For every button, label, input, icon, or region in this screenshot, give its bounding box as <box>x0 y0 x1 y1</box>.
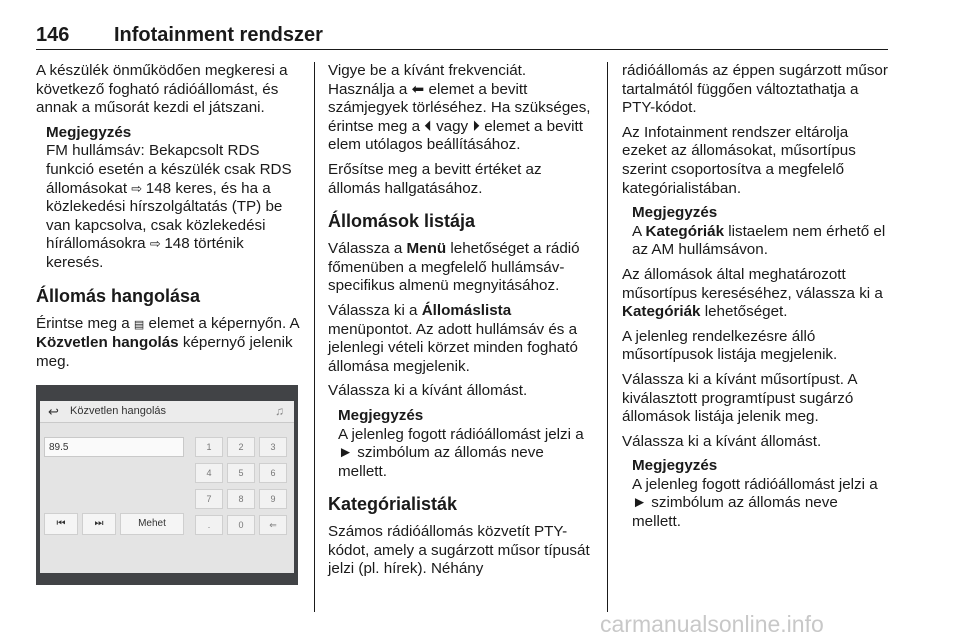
note <box>622 457 890 531</box>
screen-title-bar <box>40 401 294 423</box>
section-heading: Kategórialisták <box>328 494 458 515</box>
back-icon[interactable]: ↩ <box>48 404 59 419</box>
paragraph: Válassza ki a kívánt állomást. <box>328 382 528 400</box>
column-divider <box>314 62 315 612</box>
paragraph: Érintse meg a ▤ elemet a képernyőn. A Közvetlen hangolás képernyő jelenik meg. <box>36 314 299 370</box>
paragraph: A készülék önműködően megkeresi a következő fogható rádióállomást, és annak a műsorát kezdi el játszani. <box>36 62 288 117</box>
keypad-key[interactable]: 7 <box>195 489 223 509</box>
column-2 <box>328 62 596 585</box>
keypad-key[interactable]: 6 <box>259 463 287 483</box>
paragraph: Az állomások által meghatározott műsortípus kereséséhez, válassza ki a Kategóriák lehetőséget. <box>622 265 883 321</box>
paragraph: Vigye be a kívánt frekvenciát. Használja a ⬅ elemet a bevitt számjegyek törléséhez. Ha szükséges, érintse meg a ⏴ vagy ⏵ elemet a bevitt elem utólagos beállításához. <box>328 62 591 154</box>
column-3 <box>622 62 890 538</box>
keypad-key[interactable]: 1 <box>195 437 223 457</box>
note <box>36 124 302 273</box>
keypad-key[interactable]: 9 <box>259 489 287 509</box>
note <box>622 204 890 260</box>
seek-prev-button[interactable]: ⏮ <box>44 513 78 535</box>
delete-arrow-icon: ⬅ <box>411 80 425 98</box>
column-divider <box>607 62 608 612</box>
paragraph: Az Infotainment rendszer eltárolja ezeket az állomásokat, műsortípus szerint csoportosítva a megfelelő kategórialistában. <box>622 123 856 197</box>
music-note-icon[interactable]: ♫ <box>275 404 284 418</box>
step-forward-icon: ⏵ <box>472 117 480 135</box>
page-ref-link[interactable]: 148 <box>164 235 190 253</box>
page-ref-link[interactable]: 148 <box>145 179 172 197</box>
direct-tuning-screenshot <box>36 385 298 585</box>
keypad-key[interactable]: 4 <box>195 463 223 483</box>
keypad-key[interactable]: 8 <box>227 489 255 509</box>
frequency-input[interactable]: 89.5 <box>44 437 184 457</box>
paragraph: rádióállomás az éppen sugárzott műsor tartalmától függően változtathatja a PTY-kódot. <box>622 62 888 117</box>
ref-arrow-icon: ⇨ <box>131 180 146 196</box>
note-title: Megjegyzés <box>338 406 424 424</box>
go-button[interactable]: Mehet <box>120 513 184 535</box>
section-heading: Állomás hangolása <box>36 285 201 306</box>
paragraph: Erősítse meg a bevitt értéket az állomás hallgatásához. <box>328 160 542 197</box>
section-heading: Állomások listája <box>328 211 476 232</box>
note <box>328 407 596 481</box>
page-title: Infotainment rendszer <box>114 24 323 46</box>
keypad-key[interactable]: 3 <box>259 437 287 457</box>
paragraph: A jelenleg rendelkezésre álló műsortípusok listája megjelenik. <box>622 327 838 364</box>
paragraph: Számos rádióállomás közvetít PTY-kódot, amely a sugárzott műsor típusát jelzi (pl. hírek). Néhány <box>328 523 590 578</box>
keypad-key[interactable]: 2 <box>227 437 255 457</box>
screen-title: Közvetlen hangolás <box>70 405 167 417</box>
note-text: A jelenleg fogott rádióállomást jelzi a ► szimbólum az állomás neve mellett. <box>338 425 584 480</box>
keypad-key[interactable]: . <box>195 515 223 535</box>
paragraph: Válassza ki a Állomáslista menüpontot. Az adott hullámsáv és a jelenlegi vételi körzet minden fogható állomása megjelenik. <box>328 301 578 375</box>
note-title: Megjegyzés <box>632 457 718 475</box>
screen-body <box>40 423 294 573</box>
note-text: A Kategóriák listaelem nem érhető el az AM hullámsávon. <box>632 222 886 259</box>
tune-icon: ▤ <box>133 318 145 331</box>
ref-arrow-icon: ⇨ <box>149 236 165 252</box>
paragraph: Válassza ki a kívánt állomást. <box>622 432 822 450</box>
watermark: carmanualsonline.info <box>600 611 824 637</box>
note-text: FM hullámsáv: Bekapcsolt RDS funkció esetén a készülék csak RDS állomásokat ⇨ 148 keres, és ha a közlekedési hírszolgáltatás (TP) be van kapcsolva, csak közlekedési hírállomásokra ⇨ 148 történik keresés. <box>46 142 292 271</box>
note-title: Megjegyzés <box>46 123 132 141</box>
note-text: A jelenleg fogott rádióállomást jelzi a ► szimbólum az állomás neve mellett. <box>632 475 878 531</box>
paragraph: Válassza ki a kívánt műsortípust. A kiválasztott programtípust sugárzó állomások listája jelenik meg. <box>622 370 857 426</box>
column-1 <box>36 62 302 377</box>
step-back-icon: ⏴ <box>424 117 432 135</box>
backspace-key[interactable]: ⇐ <box>259 515 287 535</box>
keypad-key[interactable]: 5 <box>227 463 255 483</box>
note-title: Megjegyzés <box>632 204 718 222</box>
paragraph: Válassza a Menü lehetőséget a rádió főmenüben a megfelelő hullámsáv-specifikus almenü megnyitásához. <box>328 240 580 295</box>
seek-next-button[interactable]: ⏭ <box>82 513 116 535</box>
page-number: 146 <box>36 24 70 46</box>
keypad-key[interactable]: 0 <box>227 515 255 535</box>
page-header <box>36 24 888 50</box>
